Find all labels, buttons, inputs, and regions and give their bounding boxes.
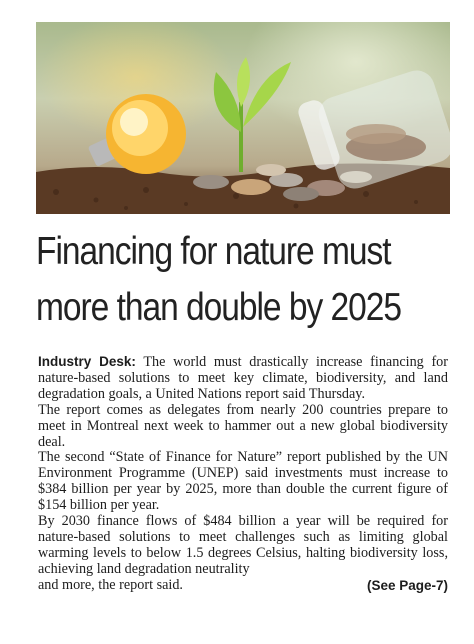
paragraph-4-last-line: and more, the report said.: [38, 576, 183, 593]
paragraph-4-end: [38, 578, 448, 594]
paragraph-3: The second “State of Finance for Nature” report published by the UN Environment Programme (UNEP) said investments must increase to $384 billion per year by 2025, more than double the current figure of $154 billion per year.: [38, 449, 448, 514]
paragraph-1-text: The world must drastically increase financing for nature-based solutions to meet key climate, biodiversity, and land degradation goals, a United Nations report said Thursday.: [38, 354, 448, 402]
paragraph-2: The report comes as delegates from nearly 200 countries prepare to meet in Montreal next week to hammer out a new global biodiversity deal.: [38, 401, 448, 450]
byline: Industry Desk:: [38, 354, 136, 369]
headline: [36, 224, 450, 336]
light-bulb-icon: [88, 94, 186, 174]
article-photo: [36, 22, 450, 214]
article-body: [38, 354, 448, 594]
paragraph-1: [38, 354, 448, 403]
continuation-link[interactable]: (See Page-7): [366, 577, 448, 593]
headline-line-1: Financing for nature must: [36, 230, 391, 273]
seedling-icon: [214, 57, 291, 172]
photo-illustration: [36, 22, 450, 214]
headline-line-2: more than double by 2025: [36, 286, 401, 329]
paragraph-4: By 2030 finance flows of $484 billion a year will be required for nature-based solutions to meet challenges such as limiting global warming levels to below 1.5 degrees Celsius, halting biodiversity loss, achieving land degradation neutrality: [38, 513, 448, 577]
